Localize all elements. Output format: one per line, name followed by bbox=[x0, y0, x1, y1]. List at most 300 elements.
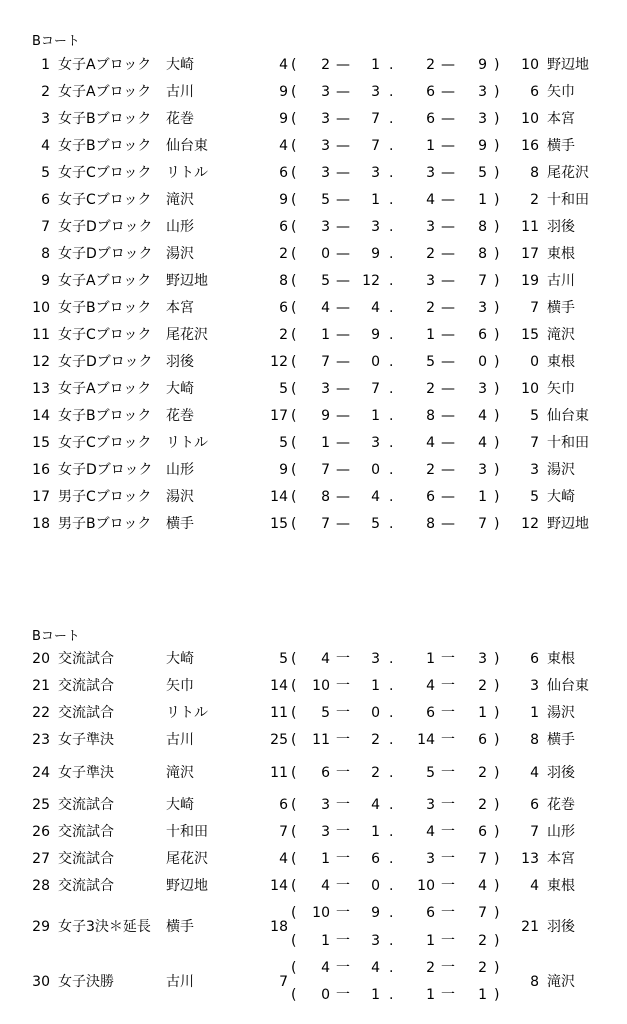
match-row bbox=[0, 109, 627, 129]
away-team: 矢巾 bbox=[547, 84, 575, 100]
home-half2-score: 2 bbox=[426, 381, 435, 397]
match-row bbox=[0, 352, 627, 372]
away-total-score: 4 bbox=[530, 878, 539, 894]
open-paren: ( bbox=[291, 246, 297, 262]
half-separator: . bbox=[389, 933, 394, 949]
match-category: 女子Dブロック bbox=[58, 219, 153, 235]
half-separator: . bbox=[389, 678, 394, 694]
match-number: 17 bbox=[32, 489, 50, 505]
half-separator: . bbox=[389, 878, 394, 894]
away-half2-score: 1 bbox=[478, 987, 487, 1003]
open-paren: ( bbox=[291, 516, 297, 532]
match-number: 24 bbox=[32, 765, 50, 781]
away-half1-score: 4 bbox=[371, 489, 380, 505]
away-total-score: 7 bbox=[530, 824, 539, 840]
score-dash: 一 bbox=[336, 960, 350, 976]
home-team: 大崎 bbox=[166, 381, 194, 397]
away-team: 野辺地 bbox=[547, 57, 589, 73]
home-half2-score: 6 bbox=[426, 84, 435, 100]
score-dash: — bbox=[336, 516, 350, 532]
open-paren: ( bbox=[291, 165, 297, 181]
home-team: リトル bbox=[166, 165, 208, 181]
home-half1-score: 6 bbox=[321, 765, 330, 781]
close-paren: ) bbox=[494, 960, 500, 976]
score-dash: 一 bbox=[336, 705, 350, 721]
away-half1-score: 5 bbox=[371, 516, 380, 532]
close-paren: ) bbox=[494, 678, 500, 694]
away-team: 本宮 bbox=[547, 111, 575, 127]
away-team: 横手 bbox=[547, 732, 575, 748]
match-category: 男子Cブロック bbox=[58, 489, 152, 505]
away-half1-score: 1 bbox=[371, 57, 380, 73]
half-separator: . bbox=[389, 905, 394, 921]
match-number: 10 bbox=[32, 300, 50, 316]
match-category: 女子Aブロック bbox=[58, 273, 152, 289]
away-half1-score: 3 bbox=[371, 165, 380, 181]
open-paren: ( bbox=[291, 111, 297, 127]
half-separator: . bbox=[389, 192, 394, 208]
match-category: 女子Dブロック bbox=[58, 354, 153, 370]
away-half1-score: 3 bbox=[371, 435, 380, 451]
home-half1-score: 3 bbox=[321, 84, 330, 100]
score-dash: 一 bbox=[336, 905, 350, 921]
close-paren: ) bbox=[494, 246, 500, 262]
close-paren: ) bbox=[494, 797, 500, 813]
score-dash: — bbox=[336, 111, 350, 127]
home-team: 山形 bbox=[166, 219, 194, 235]
home-total-score: 2 bbox=[279, 246, 288, 262]
home-team: 本宮 bbox=[166, 300, 194, 316]
home-half1-score: 3 bbox=[321, 111, 330, 127]
home-total-score: 4 bbox=[279, 57, 288, 73]
home-half2-score: 3 bbox=[426, 273, 435, 289]
score-dash: — bbox=[336, 435, 350, 451]
half-separator: . bbox=[389, 300, 394, 316]
half-separator: . bbox=[389, 462, 394, 478]
home-total-score: 7 bbox=[279, 824, 288, 840]
match-number: 15 bbox=[32, 435, 50, 451]
home-total-score: 5 bbox=[279, 435, 288, 451]
match-number: 13 bbox=[32, 381, 50, 397]
half-separator: . bbox=[389, 732, 394, 748]
away-half2-score: 3 bbox=[478, 300, 487, 316]
away-total-score: 10 bbox=[521, 381, 539, 397]
close-paren: ) bbox=[494, 327, 500, 343]
half-separator: . bbox=[389, 765, 394, 781]
half-separator: . bbox=[389, 987, 394, 1003]
score-dash: 一 bbox=[441, 933, 455, 949]
away-half2-score: 2 bbox=[478, 933, 487, 949]
period-score-row bbox=[0, 985, 627, 1005]
home-total-score: 6 bbox=[279, 165, 288, 181]
home-half2-score: 1 bbox=[426, 327, 435, 343]
close-paren: ) bbox=[494, 354, 500, 370]
half-separator: . bbox=[389, 797, 394, 813]
score-dash: 一 bbox=[336, 987, 350, 1003]
away-half2-score: 6 bbox=[478, 327, 487, 343]
home-half2-score: 2 bbox=[426, 246, 435, 262]
home-half2-score: 1 bbox=[426, 987, 435, 1003]
open-paren: ( bbox=[291, 57, 297, 73]
half-separator: . bbox=[389, 111, 394, 127]
score-dash: 一 bbox=[441, 705, 455, 721]
away-half1-score: 1 bbox=[371, 192, 380, 208]
away-half2-score: 0 bbox=[478, 354, 487, 370]
away-team: 矢巾 bbox=[547, 381, 575, 397]
match-row bbox=[0, 730, 627, 750]
close-paren: ) bbox=[494, 765, 500, 781]
score-dash: — bbox=[336, 273, 350, 289]
close-paren: ) bbox=[494, 651, 500, 667]
away-total-score: 8 bbox=[530, 732, 539, 748]
away-team: 湯沢 bbox=[547, 705, 575, 721]
away-team: 羽後 bbox=[547, 219, 575, 235]
match-category: 交流試合 bbox=[58, 705, 114, 721]
home-half2-score: 3 bbox=[426, 219, 435, 235]
home-half2-score: 2 bbox=[426, 300, 435, 316]
away-half1-score: 0 bbox=[371, 705, 380, 721]
away-total-score: 19 bbox=[521, 273, 539, 289]
home-half2-score: 6 bbox=[426, 705, 435, 721]
match-category: 女子Cブロック bbox=[58, 165, 152, 181]
match-number: 26 bbox=[32, 824, 50, 840]
match-row bbox=[0, 379, 627, 399]
home-team: 羽後 bbox=[166, 354, 194, 370]
away-half2-score: 4 bbox=[478, 435, 487, 451]
home-team: 大崎 bbox=[166, 797, 194, 813]
home-team: 滝沢 bbox=[166, 192, 194, 208]
match-row bbox=[0, 217, 627, 237]
away-half2-score: 4 bbox=[478, 408, 487, 424]
match-row bbox=[0, 514, 627, 534]
score-dash: — bbox=[336, 462, 350, 478]
match-category: 交流試合 bbox=[58, 824, 114, 840]
close-paren: ) bbox=[494, 489, 500, 505]
home-team: 滝沢 bbox=[166, 765, 194, 781]
match-category: 交流試合 bbox=[58, 797, 114, 813]
match-number: 5 bbox=[41, 165, 50, 181]
match-row bbox=[0, 136, 627, 156]
home-half2-score: 4 bbox=[426, 678, 435, 694]
score-dash: — bbox=[441, 300, 455, 316]
match-category: 女子準決 bbox=[58, 732, 114, 748]
half-separator: . bbox=[389, 246, 394, 262]
match-category: 女子Cブロック bbox=[58, 327, 152, 343]
close-paren: ) bbox=[494, 732, 500, 748]
match-number: 21 bbox=[32, 678, 50, 694]
away-half2-score: 2 bbox=[478, 960, 487, 976]
away-half2-score: 1 bbox=[478, 705, 487, 721]
match-number: 1 bbox=[41, 57, 50, 73]
away-team: 山形 bbox=[547, 824, 575, 840]
open-paren: ( bbox=[291, 765, 297, 781]
half-separator: . bbox=[389, 273, 394, 289]
open-paren: ( bbox=[291, 905, 297, 921]
home-half2-score: 6 bbox=[426, 111, 435, 127]
home-team: 湯沢 bbox=[166, 246, 194, 262]
score-dash: — bbox=[441, 111, 455, 127]
away-half1-score: 9 bbox=[371, 905, 380, 921]
home-team: 尾花沢 bbox=[166, 327, 208, 343]
home-half1-score: 3 bbox=[321, 797, 330, 813]
home-total-score: 11 bbox=[270, 765, 288, 781]
home-half1-score: 0 bbox=[321, 246, 330, 262]
home-half2-score: 3 bbox=[426, 851, 435, 867]
score-dash: — bbox=[336, 408, 350, 424]
section-title: Bコート bbox=[32, 34, 80, 49]
away-team: 滝沢 bbox=[547, 974, 575, 990]
away-team: 仙台東 bbox=[547, 678, 589, 694]
away-half1-score: 1 bbox=[371, 987, 380, 1003]
home-total-score: 6 bbox=[279, 797, 288, 813]
home-half2-score: 1 bbox=[426, 933, 435, 949]
score-dash: 一 bbox=[336, 651, 350, 667]
score-dash: — bbox=[441, 435, 455, 451]
match-number: 18 bbox=[32, 516, 50, 532]
score-dash: — bbox=[441, 57, 455, 73]
away-team: 横手 bbox=[547, 300, 575, 316]
period-score-row bbox=[0, 931, 627, 951]
match-number: 8 bbox=[41, 246, 50, 262]
close-paren: ) bbox=[494, 111, 500, 127]
match-row bbox=[0, 460, 627, 480]
close-paren: ) bbox=[494, 878, 500, 894]
match-row bbox=[0, 676, 627, 696]
away-half1-score: 4 bbox=[371, 960, 380, 976]
home-team: 花巻 bbox=[166, 408, 194, 424]
score-dash: 一 bbox=[441, 878, 455, 894]
score-dash: — bbox=[336, 246, 350, 262]
match-number: 27 bbox=[32, 851, 50, 867]
away-half2-score: 9 bbox=[478, 57, 487, 73]
score-dash: 一 bbox=[336, 678, 350, 694]
score-dash: 一 bbox=[336, 933, 350, 949]
open-paren: ( bbox=[291, 354, 297, 370]
away-team: 本宮 bbox=[547, 851, 575, 867]
home-half1-score: 11 bbox=[312, 732, 330, 748]
away-half1-score: 4 bbox=[371, 300, 380, 316]
score-dash: — bbox=[441, 84, 455, 100]
home-half2-score: 2 bbox=[426, 57, 435, 73]
away-total-score: 10 bbox=[521, 111, 539, 127]
home-half2-score: 5 bbox=[426, 765, 435, 781]
away-team: 東根 bbox=[547, 354, 575, 370]
home-half2-score: 4 bbox=[426, 435, 435, 451]
away-team: 横手 bbox=[547, 138, 575, 154]
match-number: 14 bbox=[32, 408, 50, 424]
score-dash: — bbox=[336, 489, 350, 505]
match-category: 女子Aブロック bbox=[58, 84, 152, 100]
home-half1-score: 4 bbox=[321, 960, 330, 976]
home-total-score: 25 bbox=[270, 732, 288, 748]
away-team: 十和田 bbox=[547, 435, 589, 451]
away-half2-score: 8 bbox=[478, 219, 487, 235]
match-category: 女子Bブロック bbox=[58, 111, 152, 127]
period-score-row bbox=[0, 958, 627, 978]
match-number: 6 bbox=[41, 192, 50, 208]
score-dash: — bbox=[441, 246, 455, 262]
open-paren: ( bbox=[291, 138, 297, 154]
match-category: 交流試合 bbox=[58, 678, 114, 694]
home-total-score: 5 bbox=[279, 381, 288, 397]
match-category: 交流試合 bbox=[58, 878, 114, 894]
score-dash: — bbox=[441, 165, 455, 181]
match-row bbox=[0, 271, 627, 291]
home-half2-score: 3 bbox=[426, 797, 435, 813]
match-number: 29 bbox=[32, 919, 50, 935]
half-separator: . bbox=[389, 219, 394, 235]
home-half1-score: 4 bbox=[321, 651, 330, 667]
score-dash: 一 bbox=[441, 678, 455, 694]
match-number: 23 bbox=[32, 732, 50, 748]
away-half2-score: 2 bbox=[478, 797, 487, 813]
away-total-score: 11 bbox=[521, 219, 539, 235]
match-row bbox=[0, 876, 627, 896]
match-category: 女子Dブロック bbox=[58, 462, 153, 478]
match-category: 女子決勝 bbox=[58, 974, 114, 990]
half-separator: . bbox=[389, 408, 394, 424]
home-team: 尾花沢 bbox=[166, 851, 208, 867]
home-team: 古川 bbox=[166, 732, 194, 748]
score-dash: — bbox=[441, 381, 455, 397]
match-category: 女子準決 bbox=[58, 765, 114, 781]
match-number: 3 bbox=[41, 111, 50, 127]
score-dash: 一 bbox=[336, 797, 350, 813]
away-total-score: 15 bbox=[521, 327, 539, 343]
home-team: 仙台東 bbox=[166, 138, 208, 154]
home-total-score: 6 bbox=[279, 219, 288, 235]
half-separator: . bbox=[389, 960, 394, 976]
score-dash: — bbox=[336, 219, 350, 235]
match-category: 交流試合 bbox=[58, 651, 114, 667]
score-dash: 一 bbox=[441, 651, 455, 667]
home-half1-score: 7 bbox=[321, 354, 330, 370]
match-category: 女子Cブロック bbox=[58, 192, 152, 208]
match-number: 30 bbox=[32, 974, 50, 990]
score-dash: — bbox=[336, 57, 350, 73]
away-total-score: 3 bbox=[530, 678, 539, 694]
home-half1-score: 5 bbox=[321, 192, 330, 208]
away-total-score: 7 bbox=[530, 435, 539, 451]
home-half2-score: 10 bbox=[417, 878, 435, 894]
away-half2-score: 1 bbox=[478, 489, 487, 505]
away-half1-score: 9 bbox=[371, 246, 380, 262]
close-paren: ) bbox=[494, 138, 500, 154]
away-half1-score: 7 bbox=[371, 138, 380, 154]
away-total-score: 3 bbox=[530, 462, 539, 478]
home-half1-score: 7 bbox=[321, 516, 330, 532]
home-half1-score: 0 bbox=[321, 987, 330, 1003]
close-paren: ) bbox=[494, 192, 500, 208]
match-number: 12 bbox=[32, 354, 50, 370]
half-separator: . bbox=[389, 824, 394, 840]
home-half1-score: 5 bbox=[321, 705, 330, 721]
match-row bbox=[0, 763, 627, 783]
open-paren: ( bbox=[291, 878, 297, 894]
match-row bbox=[0, 649, 627, 669]
away-half1-score: 3 bbox=[371, 651, 380, 667]
home-total-score: 15 bbox=[270, 516, 288, 532]
score-dash: — bbox=[336, 138, 350, 154]
home-half1-score: 8 bbox=[321, 489, 330, 505]
match-number: 9 bbox=[41, 273, 50, 289]
open-paren: ( bbox=[291, 84, 297, 100]
home-half2-score: 1 bbox=[426, 138, 435, 154]
home-total-score: 17 bbox=[270, 408, 288, 424]
home-total-score: 14 bbox=[270, 678, 288, 694]
half-separator: . bbox=[389, 138, 394, 154]
home-total-score: 14 bbox=[270, 489, 288, 505]
half-separator: . bbox=[389, 489, 394, 505]
half-separator: . bbox=[389, 354, 394, 370]
away-half1-score: 3 bbox=[371, 933, 380, 949]
away-total-score: 10 bbox=[521, 57, 539, 73]
home-half2-score: 2 bbox=[426, 960, 435, 976]
home-half2-score: 6 bbox=[426, 905, 435, 921]
match-row bbox=[0, 163, 627, 183]
away-team: 羽後 bbox=[547, 919, 575, 935]
away-total-score: 12 bbox=[521, 516, 539, 532]
home-half1-score: 3 bbox=[321, 219, 330, 235]
away-half2-score: 3 bbox=[478, 84, 487, 100]
away-half1-score: 2 bbox=[371, 732, 380, 748]
score-dash: — bbox=[336, 354, 350, 370]
away-half2-score: 7 bbox=[478, 851, 487, 867]
home-team: 野辺地 bbox=[166, 273, 208, 289]
open-paren: ( bbox=[291, 851, 297, 867]
away-half1-score: 2 bbox=[371, 765, 380, 781]
away-total-score: 1 bbox=[530, 705, 539, 721]
score-dash: — bbox=[441, 327, 455, 343]
match-row bbox=[0, 190, 627, 210]
away-total-score: 4 bbox=[530, 765, 539, 781]
open-paren: ( bbox=[291, 192, 297, 208]
match-category: 女子3決＊延長 bbox=[58, 919, 151, 935]
away-total-score: 2 bbox=[530, 192, 539, 208]
home-team: 大崎 bbox=[166, 651, 194, 667]
home-total-score: 9 bbox=[279, 192, 288, 208]
away-team: 十和田 bbox=[547, 192, 589, 208]
away-half2-score: 3 bbox=[478, 381, 487, 397]
score-dash: 一 bbox=[336, 878, 350, 894]
open-paren: ( bbox=[291, 462, 297, 478]
away-team: 花巻 bbox=[547, 797, 575, 813]
home-team: リトル bbox=[166, 705, 208, 721]
score-dash: — bbox=[441, 516, 455, 532]
away-total-score: 16 bbox=[521, 138, 539, 154]
half-separator: . bbox=[389, 165, 394, 181]
away-half2-score: 3 bbox=[478, 651, 487, 667]
away-half2-score: 1 bbox=[478, 192, 487, 208]
close-paren: ) bbox=[494, 905, 500, 921]
score-dash: 一 bbox=[441, 765, 455, 781]
half-separator: . bbox=[389, 516, 394, 532]
away-half2-score: 2 bbox=[478, 765, 487, 781]
half-separator: . bbox=[389, 651, 394, 667]
match-category: 女子Bブロック bbox=[58, 300, 152, 316]
away-half2-score: 4 bbox=[478, 878, 487, 894]
score-dash: 一 bbox=[336, 851, 350, 867]
match-number: 20 bbox=[32, 651, 50, 667]
open-paren: ( bbox=[291, 489, 297, 505]
match-row bbox=[0, 406, 627, 426]
away-half2-score: 6 bbox=[478, 732, 487, 748]
close-paren: ) bbox=[494, 57, 500, 73]
section-title: Bコート bbox=[32, 629, 80, 644]
home-half1-score: 10 bbox=[312, 905, 330, 921]
away-half1-score: 6 bbox=[371, 851, 380, 867]
away-half1-score: 0 bbox=[371, 354, 380, 370]
